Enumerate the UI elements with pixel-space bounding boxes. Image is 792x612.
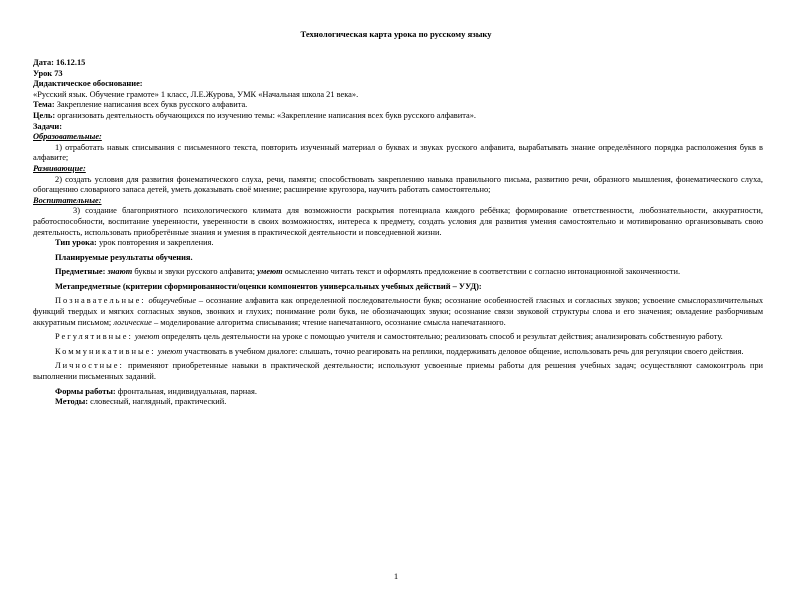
- work-forms-text: фронтальная, индивидуальная, парная.: [117, 386, 257, 396]
- goal-label: Цель:: [33, 110, 56, 120]
- cognitive-logic-label: логические: [113, 317, 152, 327]
- regulatory-can-label: умеют: [134, 332, 160, 342]
- communicative-results: [33, 347, 763, 358]
- tasks-label: Задачи:: [33, 121, 63, 131]
- subject-can-label: умеют: [257, 267, 283, 277]
- didactic-text: «Русский язык. Обучение грамоте» 1 класс, Л.Е.Журова, УМК «Начальная школа 21 века».: [33, 89, 359, 99]
- personal-results: [33, 361, 763, 382]
- educational-text: 1) отработать навык списывания с письменного текста, повторить изученный материал о буквах и звуках русского алфавита, вырабатывать знание определённого порядка расположения букв в алфавите;: [33, 142, 763, 163]
- work-forms-label: Формы работы:: [55, 386, 116, 396]
- lesson-type-line: [33, 238, 763, 249]
- subject-label: Предметные:: [55, 267, 106, 277]
- goal-line: [33, 111, 763, 122]
- communicative-text: участвовать в учебном диалоге: слышать, точно реагировать на реплики, поддерживать деловое общение, использовать речь для регуляции своего действия.: [184, 346, 744, 356]
- upbringing-text: 3) создание благоприятного психологического климата для возможности раскрытия потенциала каждого ребёнка; формирование ответственности, любознательности, аккуратности, работоспособности, воспитание уверенности, уверенности в своих возможностях, интереса к предмету, создать условия для развития умения самостоятельно и мотивированно организовывать свою деятельность, использовать приобретённые знания и умения в практической деятельности и повседневной жизни.: [33, 206, 763, 237]
- communicative-can-label: умеют: [157, 346, 183, 356]
- lesson-number: Урок 73: [33, 68, 63, 78]
- lesson-type-text: урок повторения и закрепления.: [98, 238, 214, 248]
- topic-label: Тема:: [33, 100, 55, 110]
- personal-text: применяют приобретенные навыки в практической деятельности; используют усвоенные приемы работы для решения учебных задач; осуществляют самоконтроль при выполнении письменных заданий.: [33, 361, 763, 382]
- document-body: [33, 58, 763, 408]
- work-forms-line: [33, 387, 763, 398]
- subject-know-text: буквы и звуки русского алфавита;: [134, 267, 255, 277]
- cognitive-label: Познавательные:: [55, 296, 146, 306]
- upbringing-label: Воспитательные:: [33, 195, 102, 205]
- topic-text: Закрепление написания всех букв русского алфавита.: [56, 100, 248, 110]
- page-number: 1: [393, 571, 399, 581]
- didactic-label: Дидактическое обоснование:: [33, 79, 143, 89]
- regulatory-label: Регулятивные:: [55, 332, 133, 342]
- methods-text: словесный, наглядный, практический.: [90, 397, 227, 407]
- cognitive-results: [33, 296, 763, 328]
- results-heading: Планируемые результаты обучения.: [55, 252, 193, 262]
- topic-line: [33, 100, 763, 111]
- metasubject-heading: Метапредметные (критерии сформированности/оценки компонентов универсальных учебных действий – УУД):: [55, 281, 482, 291]
- communicative-label: Коммуникативные:: [55, 346, 156, 356]
- regulatory-results: [33, 332, 763, 343]
- developing-text: 2) создать условия для развития фонематического слуха, речи, памяти; способствовать закреплению навыка правильного письма, развитию речи, образного мышления, фонематического слуха, обогащению словарного запаса детей, уметь доказывать своё мнение; расширение кругозора, научить работать самостоятельно;: [33, 174, 763, 195]
- lesson-date: Дата: 16.12.15: [33, 58, 86, 67]
- cognitive-text-2: – моделирование алгоритма списывания; чтение напечатанного, осознание смысла напечатанного.: [153, 317, 506, 327]
- regulatory-text: определять цель деятельности на уроке с помощью учителя и самостоятельно; реализовать способ и результат действия; анализировать собственную работу.: [161, 332, 723, 342]
- subject-know-label: знают: [107, 267, 133, 277]
- cognitive-text-1: – осознание алфавита как определенной последовательности букв; осознание особенностей гласных и согласных звуков; усвоение смыслоразличительных функций твердых и мягких согласных звуков, звонких и глухих; понимание роли букв, не обозначающих звуки; осознание связи звуковой структуры слова и его значения; овладение разборчивым аккуратным письмом;: [33, 296, 764, 327]
- methods-line: [33, 397, 763, 408]
- developing-label: Развивающие:: [33, 163, 86, 173]
- subject-results: [33, 267, 763, 278]
- goal-text: организовать деятельность обучающихся по изучению темы: «Закрепление написания всех букв русского алфавита».: [57, 110, 476, 120]
- educational-label: Образовательные:: [33, 132, 102, 142]
- cognitive-general-label: общеучебные: [148, 296, 197, 306]
- personal-label: Личностные:: [55, 361, 124, 371]
- document-title: Технологическая карта урока по русскому языку: [300, 29, 492, 39]
- subject-can-text: осмысленно читать текст и оформлять предложение в соответствии с согласно интонационной законченности.: [284, 267, 681, 277]
- lesson-type-label: Тип урока:: [55, 238, 97, 248]
- methods-label: Методы:: [55, 397, 89, 407]
